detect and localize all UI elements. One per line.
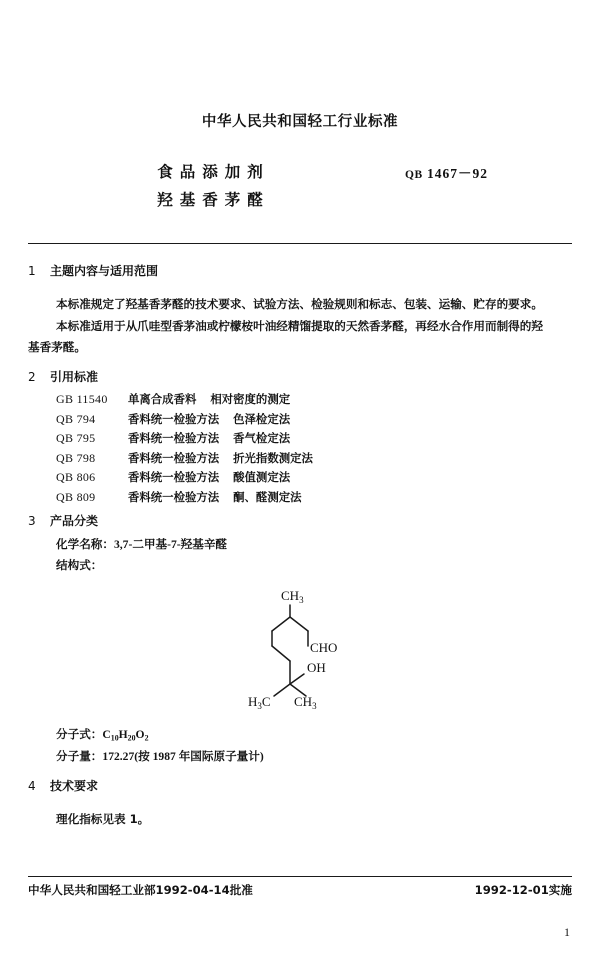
- reference-name: 单离合成香料: [128, 392, 197, 406]
- masthead-title: 中华人民共和国轻工行业标准: [201, 114, 399, 130]
- reference-code: QB 806: [56, 470, 96, 484]
- section-4-number: 4: [28, 779, 36, 793]
- reference-code: QB 795: [56, 431, 96, 445]
- reference-code: QB 798: [56, 450, 96, 465]
- section-1-title: 主题内容与适用范围: [50, 264, 159, 278]
- standard-number: [405, 162, 585, 182]
- section-2-number: 2: [28, 370, 36, 384]
- footer-approval-text: 中华人民共和国轻工业部1992-04-14批准: [28, 883, 253, 897]
- section-2-title: 引用标准: [50, 370, 99, 384]
- section-1-number: 1: [28, 264, 36, 278]
- list-item: [56, 488, 313, 508]
- molecular-formula-row: [56, 726, 149, 742]
- structure-label-methyl-left: $H_3C$: [248, 694, 271, 711]
- structure-label-hydroxyl: OH: [307, 660, 326, 675]
- reference-name: 香料统一检验方法: [128, 470, 220, 484]
- molecular-formula-label: 分子式：: [56, 727, 103, 741]
- section-3-number: 3: [28, 514, 36, 528]
- reference-method: 相对密度的测定: [210, 392, 291, 406]
- standard-number-prefix: QB: [405, 169, 423, 181]
- chemical-name-value: 3,7-二甲基-7-羟基辛醛: [113, 538, 228, 551]
- molecular-formula-value: $C_{10}H_{20}O_2$: [102, 728, 149, 743]
- structure-label-methyl-top: $CH_3$: [281, 588, 304, 605]
- reference-name: 香料统一检验方法: [128, 411, 220, 426]
- chemical-structure-diagram: [232, 584, 382, 716]
- section-4-heading: [28, 777, 98, 794]
- referenced-standards-list: [56, 390, 313, 507]
- chemical-name-row: [56, 536, 227, 552]
- section-1-paragraph-1: 本标准规定了羟基香茅醛的技术要求、试验方法、检验规则和标志、包装、运输、贮存的要求。: [56, 297, 543, 311]
- section-1-heading: [28, 262, 158, 279]
- section-2-heading: [28, 368, 98, 385]
- reference-method: 香气检定法: [233, 431, 291, 445]
- footer-divider-rule: [28, 876, 572, 877]
- standard-number-code: 1467－92: [427, 166, 488, 181]
- structure-label-methyl-right: $CH_3$: [294, 694, 317, 711]
- list-item: [56, 468, 313, 488]
- reference-name: 香料统一检验方法: [128, 489, 220, 504]
- section-1-paragraph-3: 基香茅醛。: [28, 340, 86, 354]
- header-divider-rule: [28, 243, 572, 244]
- section-3-heading: [28, 512, 98, 529]
- chemical-name-label: 化学名称：: [56, 537, 114, 551]
- molecular-weight-label: 分子量：: [56, 749, 103, 763]
- reference-method: 酸值测定法: [233, 470, 291, 484]
- reference-code: QB 794: [56, 411, 96, 426]
- reference-method: 折光指数测定法: [233, 450, 313, 465]
- reference-name: 香料统一检验方法: [128, 431, 220, 445]
- reference-method: 色泽检定法: [233, 411, 291, 426]
- list-item: [56, 390, 313, 410]
- list-item: [56, 449, 313, 469]
- section-4-title: 技术要求: [50, 779, 99, 793]
- reference-method: 酮、醛测定法: [233, 489, 302, 504]
- section-1-paragraph-2: 本标准适用于从爪哇型香茅油或柠檬桉叶油经精馏提取的天然香茅醛，再经水合作用而制得的羟: [56, 319, 543, 333]
- page-number: 1: [564, 925, 570, 939]
- list-item: [56, 410, 313, 430]
- footer-effective-date: 1992-12-01实施: [474, 883, 572, 897]
- structural-formula-label: 结构式：: [56, 558, 103, 572]
- list-item: [56, 429, 313, 449]
- molecular-weight-row: [56, 748, 264, 764]
- section-3-title: 产品分类: [50, 514, 99, 528]
- document-title-line-2: 羟基香茅醛: [157, 191, 270, 209]
- reference-code: GB 11540: [56, 392, 108, 406]
- section-4-paragraph-1: 理化指标见表 1。: [56, 812, 150, 826]
- structure-label-cho: CHO: [310, 640, 338, 655]
- molecular-weight-value: 172.27(按 1987 年国际原子量计): [102, 750, 264, 763]
- masthead: [0, 110, 600, 131]
- reference-code: QB 809: [56, 489, 96, 504]
- document-title-line-1: 食品添加剂: [157, 163, 270, 181]
- reference-name: 香料统一检验方法: [128, 450, 220, 465]
